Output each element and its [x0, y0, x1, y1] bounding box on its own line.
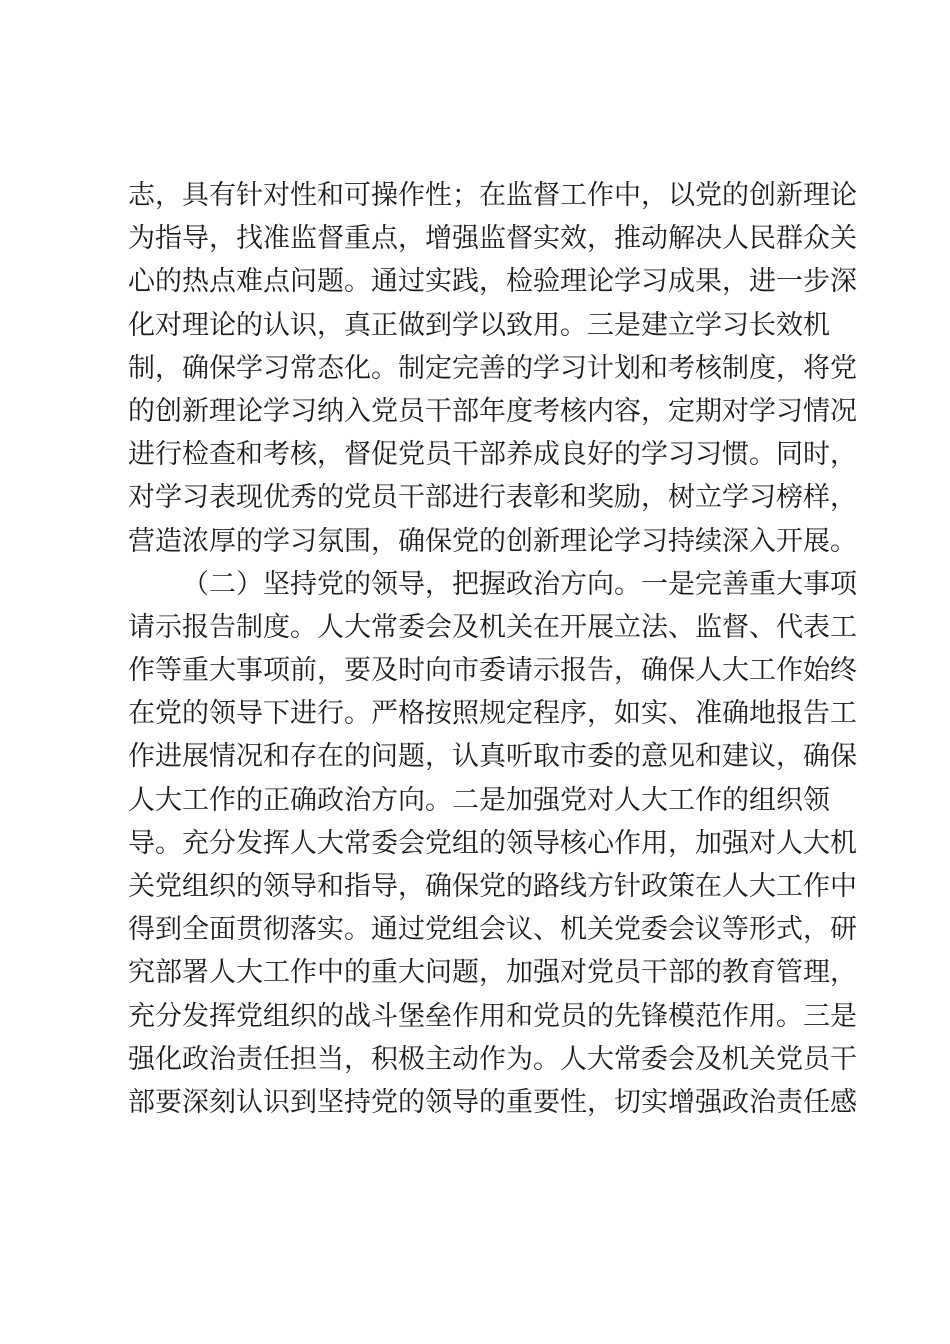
text-line: 在党的领导下进行。严格按照规定程序，如实、准确地报告工: [128, 698, 857, 730]
text-line: 进行检查和考核，督促党员干部养成良好的学习习惯。同时，: [128, 439, 857, 471]
text-line: 强化政治责任担当，积极主动作为。人大常委会及机关党员干: [128, 1043, 857, 1075]
text-line: 充分发挥党组织的战斗堡垒作用和党员的先锋模范作用。三是: [128, 1000, 857, 1032]
paragraph-end-line: 营造浓厚的学习氛围，确保党的创新理论学习持续深入开展。: [128, 525, 857, 557]
text-line: 志，具有针对性和可操作性；在监督工作中，以党的创新理论: [128, 180, 857, 211]
text-line: 的创新理论学习纳入党员干部年度考核内容，定期对学习情况: [128, 395, 857, 427]
text-line: 为指导，找准监督重点，增强监督实效，推动解决人民群众关: [128, 223, 857, 255]
text-line: 人大工作的正确政治方向。二是加强党对人大工作的组织领: [128, 784, 830, 816]
text-line: 得到全面贯彻落实。通过党组会议、机关党委会议等形式，研: [128, 914, 857, 946]
text-line: 化对理论的认识，真正做到学以致用。三是建立学习长效机: [128, 309, 830, 341]
text-line: 作等重大事项前，要及时向市委请示报告，确保人大工作始终: [128, 655, 857, 687]
text-line: 导。充分发挥人大常委会党组的领导核心作用，加强对人大机: [128, 827, 857, 859]
text-line: 对学习表现优秀的党员干部进行表彰和奖励，树立学习榜样，: [128, 482, 857, 514]
text-line: 作进展情况和存在的问题，认真听取市委的意见和建议，确保: [128, 741, 857, 773]
text-line: 请示报告制度。人大常委会及机关在开展立法、监督、代表工: [128, 611, 857, 643]
text-line: 部要深刻认识到坚持党的领导的重要性，切实增强政治责任感: [128, 1086, 857, 1118]
text-line: 关党组织的领导和指导，确保党的路线方针政策在人大工作中: [128, 871, 857, 902]
text-line: 制，确保学习常态化。制定完善的学习计划和考核制度，将党: [128, 352, 857, 384]
section-heading-line: （二）坚持党的领导，把握政治方向。一是完善重大事项: [182, 568, 857, 600]
body-text: [128, 174, 857, 1124]
text-line: 心的热点难点问题。通过实践，检验理论学习成果，进一步深: [128, 266, 857, 298]
text-line: 究部署人大工作中的重大问题，加强对党员干部的教育管理，: [128, 957, 857, 989]
